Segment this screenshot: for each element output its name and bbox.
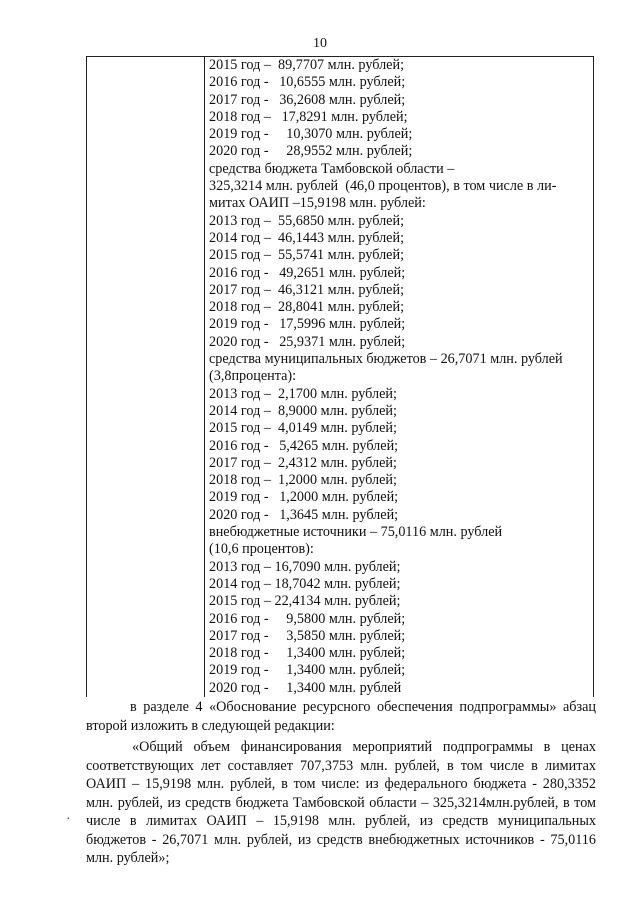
table-line: средства муниципальных бюджетов – 26,7071 млн. рублей — [209, 351, 563, 368]
table-line: 2019 год - 17,5996 млн. рублей; — [209, 316, 406, 333]
table-border-left — [86, 57, 87, 697]
table-line: (10,6 процентов): — [209, 541, 314, 558]
table-line: (3,8процента): — [209, 368, 297, 385]
page-number: 10 — [313, 36, 327, 51]
table-line: 2020 год - 28,9552 млн. рублей; — [209, 143, 413, 160]
table-line: 2016 год - 49,2651 млн. рублей; — [209, 264, 406, 281]
table-line: 2013 год – 55,6850 млн. рублей; — [209, 212, 405, 229]
section-4-instruction: в разделе 4 «Обоснование ресурсного обеспечения подпрограммы» абзац второй изложить в следующей редакции: — [86, 699, 596, 734]
table-line: 2014 год – 18,7042 млн. рублей; — [209, 575, 401, 592]
financing-table — [86, 56, 594, 697]
table-line: 2018 год – 1,2000 млн. рублей; — [209, 472, 397, 489]
table-line: 2013 год – 2,1700 млн. рублей; — [209, 385, 397, 402]
table-line: средства бюджета Тамбовской области – — [209, 160, 455, 177]
table-line: 2016 год - 5,4265 млн. рублей; — [209, 437, 399, 454]
table-line: внебюджетные источники – 75,0116 млн. рублей — [209, 524, 503, 541]
table-border-right — [593, 57, 594, 697]
table-line: 2015 год – 89,7707 млн. рублей; — [209, 57, 405, 73]
table-line: 325,3214 млн. рублей (46,0 процентов), в том числе в ли- — [209, 178, 557, 195]
table-line: 2014 год – 8,9000 млн. рублей; — [209, 402, 397, 419]
table-line: 2015 год – 4,0149 млн. рублей; — [209, 420, 397, 437]
financing-cell — [209, 57, 586, 697]
table-line: 2016 год - 10,6555 млн. рублей; — [209, 74, 406, 91]
table-line: митах ОАИП –15,9198 млн. рублей: — [209, 195, 426, 212]
table-line: 2017 год - 36,2608 млн. рублей; — [209, 91, 406, 108]
table-line: 2017 год – 2,4312 млн. рублей; — [209, 454, 397, 471]
table-line: 2016 год - 9,5800 млн. рублей; — [209, 610, 406, 627]
table-line: 2018 год - 1,3400 млн. рублей; — [209, 645, 406, 662]
table-line: 2014 год – 46,1443 млн. рублей; — [209, 229, 405, 246]
table-line: 2017 год - 3,5850 млн. рублей; — [209, 627, 406, 644]
margin-mark: · — [66, 812, 71, 827]
table-line: 2020 год - 1,3400 млн. рублей — [209, 679, 402, 696]
table-line: 2015 год – 55,5741 млн. рублей; — [209, 247, 405, 264]
table-line: 2018 год – 17,8291 млн. рублей; — [209, 108, 408, 125]
table-line: 2020 год - 1,3645 млн. рублей; — [209, 506, 399, 523]
table-line: 2017 год – 46,3121 млн. рублей; — [209, 281, 405, 298]
new-paragraph-text: «Общий объем финансирования мероприятий подпрограммы в ценах соответствующих лет составляет 707,3753 млн. рублей, в том числе в лимитах ОАИП – 15,9198 млн. рублей, в том числе: из федерального бюджета - 280,3352 млн. рублей, из средств бюджета Тамбовской области – 325,3214млн.рублей, в том числе в лимитах ОАИП – 15,9198 млн. рублей, из средств муниципальных бюджетов - 26,7071 млн. рублей, из средств внебюджетных источников - 75,0116 млн. рублей»; — [86, 739, 596, 866]
table-line: 2019 год - 1,3400 млн. рублей; — [209, 662, 406, 679]
table-line: 2020 год - 25,9371 млн. рублей; — [209, 333, 406, 350]
table-line: 2015 год – 22,4134 млн. рублей; — [209, 593, 401, 610]
table-line: 2019 год - 10,3070 млн. рублей; — [209, 126, 413, 143]
table-line: 2019 год - 1,2000 млн. рублей; — [209, 489, 399, 506]
table-column-divider — [204, 57, 205, 697]
table-line: 2018 год – 28,8041 млн. рублей; — [209, 299, 405, 316]
table-line: 2013 год – 16,7090 млн. рублей; — [209, 558, 401, 575]
